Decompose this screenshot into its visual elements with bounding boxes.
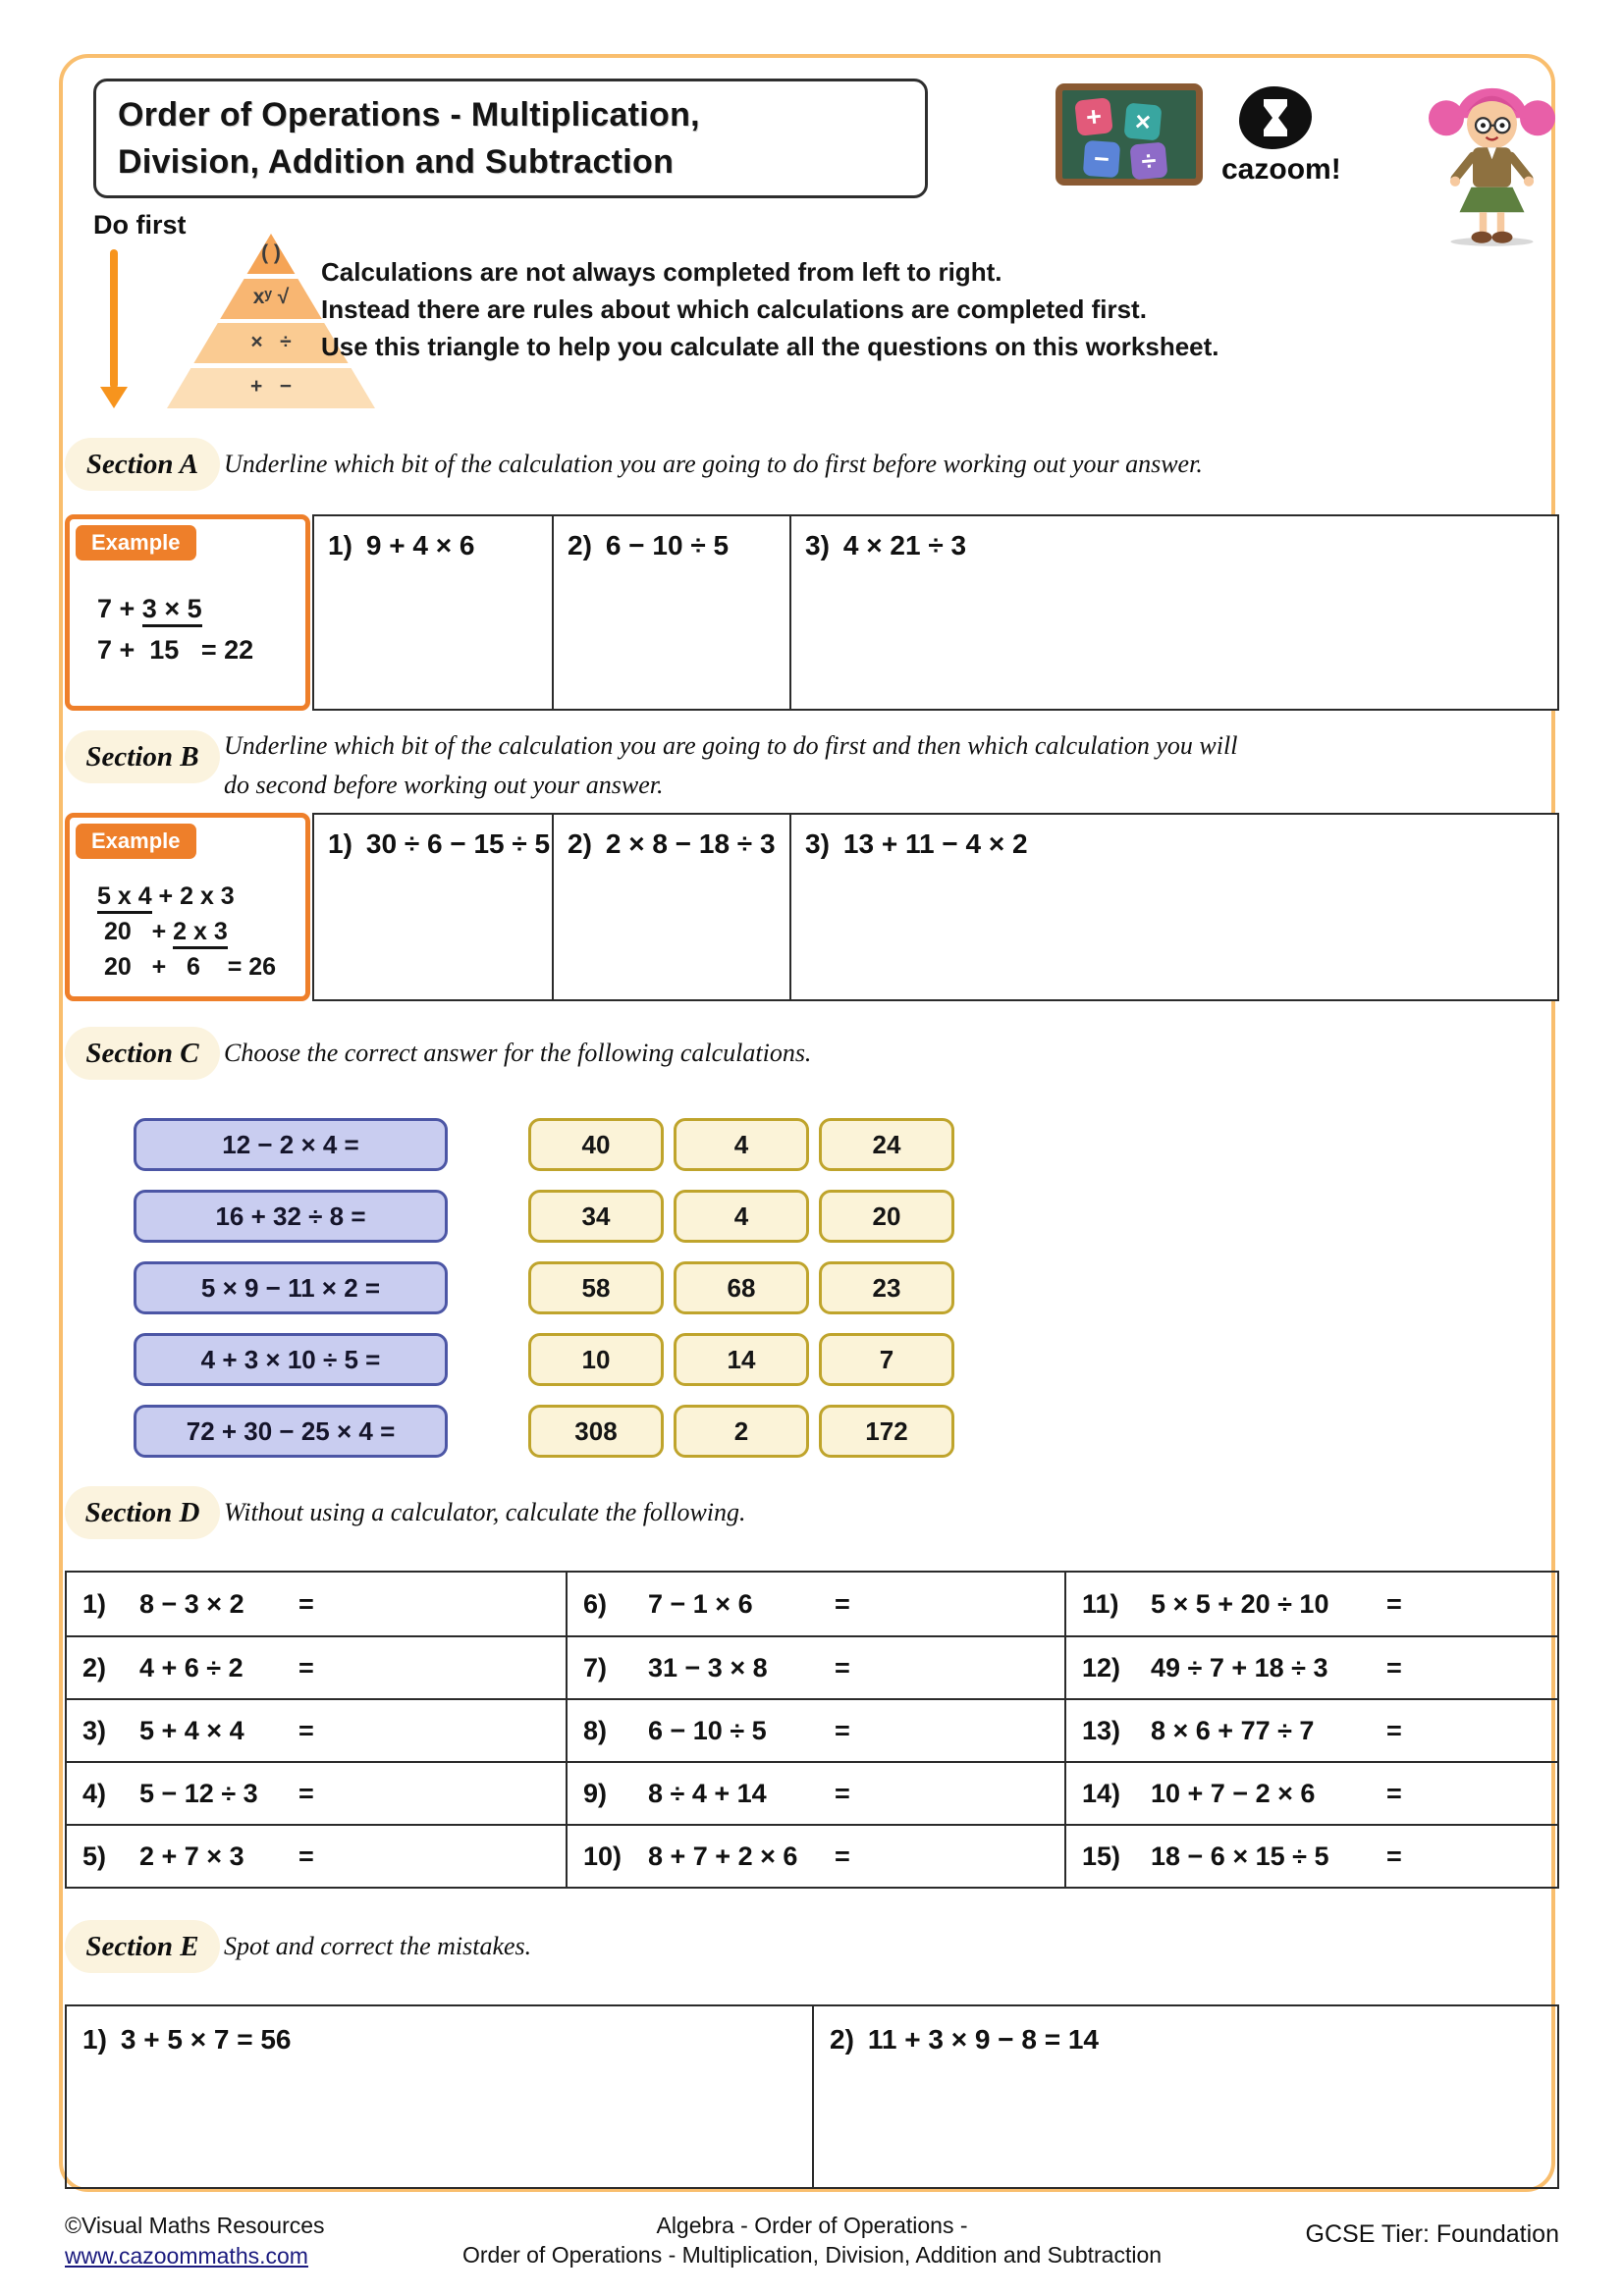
intro-text bbox=[321, 253, 1219, 365]
example-text: 7 + bbox=[97, 594, 142, 623]
answer-option-pill: 172 bbox=[819, 1405, 954, 1458]
underlined-operation: 5 x 4 bbox=[97, 882, 152, 914]
equals-sign: = bbox=[835, 1778, 850, 1808]
question-expression: 18 − 6 × 15 ÷ 5 bbox=[1151, 1841, 1329, 1871]
question-cell bbox=[552, 516, 789, 709]
question-expression: 4 + 6 ÷ 2 bbox=[139, 1652, 244, 1682]
question-number: 6) bbox=[583, 1588, 608, 1619]
answer-option-pill: 20 bbox=[819, 1190, 954, 1243]
section-e-instructions: Spot and correct the mistakes. bbox=[224, 1932, 532, 1960]
answer-option-pill: 58 bbox=[528, 1261, 664, 1314]
question-cell bbox=[812, 2006, 1557, 2187]
question-row bbox=[67, 1698, 566, 1761]
equals-sign: = bbox=[1386, 1841, 1402, 1871]
plus-tile-icon: + bbox=[1074, 97, 1113, 136]
equals-sign: = bbox=[298, 1715, 314, 1745]
question-number: 2) bbox=[830, 2024, 854, 2055]
example-line bbox=[97, 588, 253, 629]
question-expression: 49 ÷ 7 + 18 ÷ 3 bbox=[1151, 1652, 1328, 1682]
section-a-example-box bbox=[65, 514, 310, 711]
calculation-pill: 72 + 30 − 25 × 4 = bbox=[134, 1405, 448, 1458]
question-expression: 2 + 7 × 3 bbox=[139, 1841, 244, 1871]
section-c-label: Section C bbox=[65, 1027, 220, 1080]
section-d-questions-table bbox=[65, 1571, 1559, 1889]
question-expression: 5 − 12 ÷ 3 bbox=[139, 1778, 258, 1808]
question-row bbox=[67, 1573, 566, 1635]
question-row bbox=[568, 1824, 1064, 1887]
cazoom-logo-text: cazoom! bbox=[1221, 153, 1341, 186]
footer-tier: GCSE Tier: Foundation bbox=[1305, 2220, 1559, 2248]
footer-category: Algebra - Order of Operations - bbox=[656, 2213, 968, 2238]
question-expression: 2 × 8 − 18 ÷ 3 bbox=[605, 828, 776, 859]
question-number: 15) bbox=[1082, 1841, 1121, 1871]
website-link[interactable]: www.cazoommaths.com bbox=[65, 2243, 308, 2269]
pyramid-label-add-subtract: + − bbox=[249, 375, 293, 398]
example-line bbox=[97, 914, 276, 949]
section-b-instructions bbox=[224, 726, 1237, 805]
question-row bbox=[1066, 1635, 1557, 1698]
question-expression: 4 × 21 ÷ 3 bbox=[842, 530, 967, 561]
question-cell bbox=[789, 516, 1557, 709]
pyramid-label-brackets: ( ) bbox=[261, 241, 281, 264]
section-a-instructions: Underline which bit of the calculation you are going to do first before working out your answer. bbox=[224, 450, 1203, 478]
question-expression: 3 + 5 × 7 = 56 bbox=[120, 2024, 292, 2055]
question-number: 2) bbox=[568, 828, 592, 859]
section-b-label: Section B bbox=[65, 730, 220, 783]
question-row bbox=[568, 1698, 1064, 1761]
questions-column bbox=[566, 1573, 1064, 1887]
question-expression: 5 × 5 + 20 ÷ 10 bbox=[1151, 1588, 1329, 1619]
section-b-instructions-line-1: Underline which bit of the calculation you are going to do first and then which calculation you will bbox=[224, 731, 1238, 760]
question-expression: 31 − 3 × 8 bbox=[648, 1652, 768, 1682]
footer-worksheet-title: Order of Operations - Multiplication, Division, Addition and Subtraction bbox=[461, 2242, 1163, 2268]
section-a-label: Section A bbox=[65, 438, 220, 491]
equals-sign: = bbox=[298, 1841, 314, 1871]
answer-option-pill: 10 bbox=[528, 1333, 664, 1386]
copyright-text: ©Visual Maths Resources bbox=[65, 2213, 325, 2238]
question-row bbox=[67, 1635, 566, 1698]
question-row bbox=[568, 1761, 1064, 1824]
section-e-questions-table bbox=[65, 2004, 1559, 2189]
answer-option-pill: 23 bbox=[819, 1261, 954, 1314]
question-row bbox=[67, 1824, 566, 1887]
question-row bbox=[568, 1573, 1064, 1635]
question-expression: 6 − 10 ÷ 5 bbox=[648, 1715, 767, 1745]
question-number: 5) bbox=[82, 1841, 107, 1871]
answer-option-pill: 34 bbox=[528, 1190, 664, 1243]
example-line bbox=[97, 879, 276, 914]
question-expression: 8 + 7 + 2 × 6 bbox=[648, 1841, 798, 1871]
question-row bbox=[67, 1761, 566, 1824]
question-cell bbox=[67, 2006, 812, 2187]
question-row bbox=[1066, 1573, 1557, 1635]
section-e-label: Section E bbox=[65, 1920, 220, 1973]
question-number: 4) bbox=[82, 1778, 107, 1808]
question-number: 11) bbox=[1082, 1588, 1119, 1619]
section-a-questions-table bbox=[312, 514, 1559, 711]
question-expression: 8 × 6 + 77 ÷ 7 bbox=[1151, 1715, 1315, 1745]
minus-tile-icon: − bbox=[1083, 140, 1120, 178]
example-text: 20 + bbox=[97, 918, 174, 945]
question-number: 2) bbox=[568, 530, 592, 561]
question-number: 1) bbox=[82, 1588, 107, 1619]
question-row bbox=[1066, 1824, 1557, 1887]
question-number: 3) bbox=[82, 1715, 107, 1745]
footer-center bbox=[412, 2211, 1212, 2269]
intro-line-3: Use this triangle to help you calculate all the questions on this worksheet. bbox=[321, 332, 1219, 361]
girl-cartoon bbox=[1426, 65, 1558, 246]
equals-sign: = bbox=[835, 1715, 850, 1745]
footer-left bbox=[65, 2211, 325, 2271]
section-b-example-box bbox=[65, 813, 310, 1001]
intro-line-1: Calculations are not always completed from left to right. bbox=[321, 257, 1002, 287]
section-c-instructions: Choose the correct answer for the following calculations. bbox=[224, 1039, 812, 1067]
pyramid-label-multiply-divide: × ÷ bbox=[250, 331, 292, 353]
answer-option-pill: 4 bbox=[674, 1118, 809, 1171]
page-title-line-1: Order of Operations - Multiplication, bbox=[118, 96, 700, 133]
question-row bbox=[568, 1635, 1064, 1698]
section-d-label: Section D bbox=[65, 1486, 220, 1539]
example-line: 20 + 6 = 26 bbox=[97, 953, 277, 981]
calculation-pill: 16 + 32 ÷ 8 = bbox=[134, 1190, 448, 1243]
intro-line-2: Instead there are rules about which calculations are completed first. bbox=[321, 294, 1147, 324]
section-b-questions-table bbox=[312, 813, 1559, 1001]
equals-sign: = bbox=[835, 1652, 850, 1682]
calculation-pill: 12 − 2 × 4 = bbox=[134, 1118, 448, 1171]
question-cell bbox=[314, 815, 552, 999]
section-b-example-working bbox=[97, 879, 276, 985]
question-expression: 8 ÷ 4 + 14 bbox=[648, 1778, 767, 1808]
question-expression: 10 + 7 − 2 × 6 bbox=[1151, 1778, 1316, 1808]
question-expression: 7 − 1 × 6 bbox=[648, 1588, 753, 1619]
equals-sign: = bbox=[1386, 1588, 1402, 1619]
page-title-line-2: Division, Addition and Subtraction bbox=[118, 143, 675, 181]
question-number: 12) bbox=[1082, 1652, 1121, 1682]
question-number: 2) bbox=[82, 1652, 107, 1682]
equals-sign: = bbox=[1386, 1778, 1402, 1808]
example-tag: Example bbox=[76, 824, 196, 859]
pyramid-label-powers: xʸ √ bbox=[252, 286, 290, 308]
example-tag: Example bbox=[76, 525, 196, 561]
example-text: + 2 x 3 bbox=[151, 882, 235, 910]
title-box bbox=[93, 79, 928, 198]
question-number: 13) bbox=[1082, 1715, 1121, 1745]
divide-tile-icon: ÷ bbox=[1129, 141, 1167, 180]
answer-option-pill: 40 bbox=[528, 1118, 664, 1171]
question-number: 14) bbox=[1082, 1778, 1121, 1808]
question-expression: 30 ÷ 6 − 15 ÷ 5 bbox=[365, 828, 551, 859]
down-arrow-head-icon bbox=[100, 387, 128, 408]
answer-option-pill: 68 bbox=[674, 1261, 809, 1314]
equals-sign: = bbox=[835, 1588, 850, 1619]
question-cell bbox=[552, 815, 789, 999]
answer-option-pill: 24 bbox=[819, 1118, 954, 1171]
answer-option-pill: 7 bbox=[819, 1333, 954, 1386]
do-first-label: Do first bbox=[93, 210, 187, 240]
example-line: 7 + 15 = 22 bbox=[97, 635, 254, 665]
equals-sign: = bbox=[1386, 1652, 1402, 1682]
section-b-instructions-line-2: do second before working out your answer. bbox=[224, 771, 664, 799]
equals-sign: = bbox=[298, 1652, 314, 1682]
question-expression: 13 + 11 − 4 × 2 bbox=[842, 828, 1028, 859]
questions-column bbox=[1064, 1573, 1557, 1887]
multiply-tile-icon: × bbox=[1123, 102, 1162, 140]
answer-option-pill: 4 bbox=[674, 1190, 809, 1243]
answer-option-pill: 14 bbox=[674, 1333, 809, 1386]
calculation-pill: 4 + 3 × 10 ÷ 5 = bbox=[134, 1333, 448, 1386]
question-number: 8) bbox=[583, 1715, 608, 1745]
question-number: 10) bbox=[583, 1841, 623, 1871]
question-number: 7) bbox=[583, 1652, 608, 1682]
question-cell bbox=[314, 516, 552, 709]
equals-sign: = bbox=[298, 1778, 314, 1808]
question-number: 3) bbox=[805, 530, 830, 561]
question-row bbox=[1066, 1698, 1557, 1761]
answer-option-pill: 2 bbox=[674, 1405, 809, 1458]
equals-sign: = bbox=[298, 1588, 314, 1619]
underlined-operation: 2 x 3 bbox=[173, 918, 228, 949]
underlined-operation: 3 × 5 bbox=[142, 594, 202, 627]
equals-sign: = bbox=[835, 1841, 850, 1871]
question-cell bbox=[789, 815, 1557, 999]
question-number: 3) bbox=[805, 828, 830, 859]
question-number: 9) bbox=[583, 1778, 608, 1808]
section-a-example-working bbox=[97, 588, 253, 670]
question-number: 1) bbox=[82, 2024, 107, 2055]
question-expression: 9 + 4 × 6 bbox=[365, 530, 475, 561]
question-row bbox=[1066, 1761, 1557, 1824]
question-number: 1) bbox=[328, 828, 352, 859]
question-expression: 5 + 4 × 4 bbox=[139, 1715, 244, 1745]
question-expression: 6 − 10 ÷ 5 bbox=[605, 530, 730, 561]
question-expression: 11 + 3 × 9 − 8 = 14 bbox=[867, 2024, 1100, 2055]
chalkboard-icon bbox=[1056, 83, 1203, 186]
calculation-pill: 5 × 9 − 11 × 2 = bbox=[134, 1261, 448, 1314]
answer-option-pill: 308 bbox=[528, 1405, 664, 1458]
equals-sign: = bbox=[1386, 1715, 1402, 1745]
question-number: 1) bbox=[328, 530, 352, 561]
question-expression: 8 − 3 × 2 bbox=[139, 1588, 244, 1619]
hourglass-icon bbox=[1261, 98, 1290, 137]
questions-column bbox=[67, 1573, 566, 1887]
section-d-instructions: Without using a calculator, calculate the following. bbox=[224, 1498, 746, 1526]
down-arrow-icon bbox=[110, 249, 118, 389]
